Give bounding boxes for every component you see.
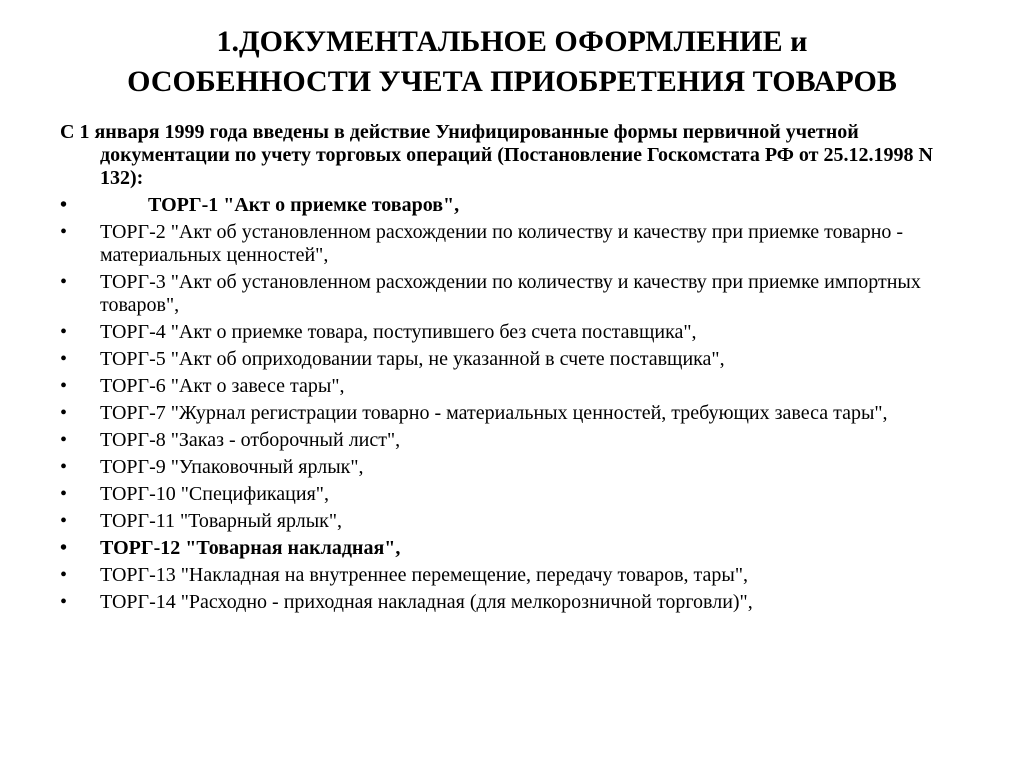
bullet-icon: • [60, 510, 68, 532]
list-item-torg-10 [60, 483, 960, 506]
list-item-torg-11 [60, 510, 960, 533]
title-line-2: ОСОБЕННОСТИ УЧЕТА ПРИОБРЕТЕНИЯ ТОВАРОВ [127, 65, 897, 98]
list-item-torg-13 [60, 564, 960, 587]
list-item-text: ТОРГ-3 "Акт об установленном расхождении по количеству и качеству при приемке импортных товаров", [100, 271, 921, 316]
list-item-text: ТОРГ-8 "Заказ - отборочный лист", [100, 429, 401, 451]
list-item-torg-7 [60, 402, 960, 425]
bullet-icon: • [60, 591, 68, 613]
list-item-text: ТОРГ-13 "Накладная на внутреннее перемещение, передачу товаров, тары", [100, 564, 748, 586]
bullet-icon: • [60, 321, 68, 343]
bullet-icon: • [60, 537, 68, 559]
forms-list [60, 194, 960, 614]
intro-paragraph: С 1 января 1999 года введены в действие Унифицированные формы первичной учетной документации по учету торговых операций (Постановление Госкомстата РФ от 25.12.1998 N 132): [60, 121, 933, 189]
list-item-text: ТОРГ-6 "Акт о завесе тары", [100, 375, 345, 397]
list-item-text: ТОРГ-1 "Акт о приемке товаров", [148, 194, 460, 216]
list-item-text: ТОРГ-2 "Акт об установленном расхождении по количеству и качеству при приемке товарно - материальных ценностей", [100, 221, 904, 266]
list-item-torg-12 [60, 537, 960, 560]
list-item-text: ТОРГ-4 "Акт о приемке товара, поступившего без счета поставщика", [100, 321, 697, 343]
bullet-icon: • [60, 456, 68, 478]
bullet-icon: • [60, 402, 68, 424]
list-item-torg-5 [60, 348, 960, 371]
slide-body [60, 121, 960, 618]
bullet-icon: • [60, 221, 68, 243]
bullet-icon: • [60, 271, 68, 293]
list-item-torg-6 [60, 375, 960, 398]
list-item-torg-1 [60, 194, 960, 217]
bullet-icon: • [60, 348, 68, 370]
list-item-text: ТОРГ-14 "Расходно - приходная накладная (для мелкорозничной торговли)", [100, 591, 753, 613]
list-item-torg-9 [60, 456, 960, 479]
bullet-icon: • [60, 429, 68, 451]
list-item-torg-8 [60, 429, 960, 452]
title-line-1: 1.ДОКУМЕНТАЛЬНОЕ ОФОРМЛЕНИЕ и [216, 25, 808, 58]
list-item-text: ТОРГ-5 "Акт об оприходовании тары, не указанной в счете поставщика", [100, 348, 725, 370]
list-item-torg-14 [60, 591, 960, 614]
list-item-text: ТОРГ-9 "Упаковочный ярлык", [100, 456, 364, 478]
list-item-text: ТОРГ-11 "Товарный ярлык", [100, 510, 343, 532]
bullet-icon: • [60, 194, 68, 216]
list-item-torg-2 [60, 221, 960, 267]
list-item-torg-4 [60, 321, 960, 344]
bullet-icon: • [60, 483, 68, 505]
list-item-text: ТОРГ-12 "Товарная накладная", [100, 537, 401, 559]
list-item-text: ТОРГ-7 "Журнал регистрации товарно - материальных ценностей, требующих завеса тары", [100, 402, 888, 424]
bullet-icon: • [60, 375, 68, 397]
list-item-text: ТОРГ-10 "Спецификация", [100, 483, 329, 505]
list-item-torg-3 [60, 271, 960, 317]
page-title [40, 22, 984, 102]
bullet-icon: • [60, 564, 68, 586]
